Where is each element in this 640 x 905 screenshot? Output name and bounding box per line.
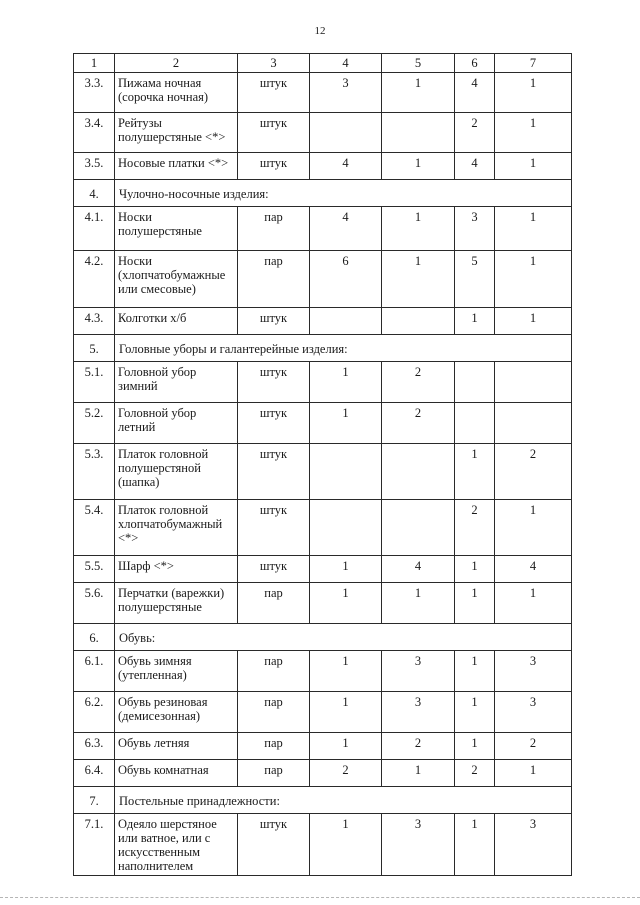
value-col-7: 2 bbox=[495, 733, 572, 760]
item-unit: пар bbox=[238, 760, 310, 787]
value-col-4: 6 bbox=[310, 251, 382, 308]
value-col-6: 1 bbox=[455, 651, 495, 692]
section-row bbox=[74, 335, 572, 362]
item-name: Головной убор зимний bbox=[115, 362, 238, 403]
item-number: 3.4. bbox=[74, 113, 115, 153]
section-row bbox=[74, 180, 572, 207]
value-col-5 bbox=[382, 308, 455, 335]
value-col-5: 1 bbox=[382, 583, 455, 624]
value-col-4: 1 bbox=[310, 556, 382, 583]
item-number: 3.5. bbox=[74, 153, 115, 180]
value-col-7: 1 bbox=[495, 73, 572, 113]
item-unit: штук bbox=[238, 153, 310, 180]
value-col-6: 2 bbox=[455, 113, 495, 153]
item-name: Обувь резиновая (демисезонная) bbox=[115, 692, 238, 733]
value-col-7 bbox=[495, 362, 572, 403]
item-unit: штук bbox=[238, 403, 310, 444]
item-number: 5.5. bbox=[74, 556, 115, 583]
item-number: 3.3. bbox=[74, 73, 115, 113]
item-name: Носовые платки <*> bbox=[115, 153, 238, 180]
item-number: 4.1. bbox=[74, 207, 115, 251]
header-cell: 7 bbox=[495, 54, 572, 73]
section-number: 7. bbox=[74, 787, 115, 814]
table-row bbox=[74, 556, 572, 583]
item-unit: штук bbox=[238, 444, 310, 500]
item-name: Обувь комнатная bbox=[115, 760, 238, 787]
item-number: 5.2. bbox=[74, 403, 115, 444]
item-name: Платок головной хлопчатобумажный <*> bbox=[115, 500, 238, 556]
item-number: 5.1. bbox=[74, 362, 115, 403]
item-unit: пар bbox=[238, 251, 310, 308]
value-col-4: 4 bbox=[310, 153, 382, 180]
table-row bbox=[74, 760, 572, 787]
header-cell: 6 bbox=[455, 54, 495, 73]
item-number: 5.3. bbox=[74, 444, 115, 500]
item-unit: пар bbox=[238, 692, 310, 733]
item-number: 4.2. bbox=[74, 251, 115, 308]
value-col-4 bbox=[310, 113, 382, 153]
value-col-6 bbox=[455, 362, 495, 403]
section-title: Чулочно-носочные изделия: bbox=[115, 180, 572, 207]
value-col-4: 3 bbox=[310, 73, 382, 113]
item-number: 4.3. bbox=[74, 308, 115, 335]
value-col-6: 2 bbox=[455, 760, 495, 787]
item-unit: пар bbox=[238, 651, 310, 692]
header-cell: 3 bbox=[238, 54, 310, 73]
section-title: Постельные принадлежности: bbox=[115, 787, 572, 814]
value-col-5: 3 bbox=[382, 814, 455, 876]
value-col-7: 1 bbox=[495, 500, 572, 556]
value-col-7: 1 bbox=[495, 308, 572, 335]
item-name: Головной убор летний bbox=[115, 403, 238, 444]
value-col-6: 3 bbox=[455, 207, 495, 251]
item-number: 6.1. bbox=[74, 651, 115, 692]
value-col-6: 1 bbox=[455, 444, 495, 500]
item-unit: штук bbox=[238, 814, 310, 876]
value-col-7: 4 bbox=[495, 556, 572, 583]
value-col-6: 4 bbox=[455, 153, 495, 180]
section-number: 4. bbox=[74, 180, 115, 207]
value-col-5: 1 bbox=[382, 73, 455, 113]
item-name: Обувь летняя bbox=[115, 733, 238, 760]
table-row bbox=[74, 500, 572, 556]
value-col-6: 1 bbox=[455, 733, 495, 760]
table-row bbox=[74, 251, 572, 308]
value-col-7: 2 bbox=[495, 444, 572, 500]
item-unit: штук bbox=[238, 308, 310, 335]
value-col-4: 1 bbox=[310, 651, 382, 692]
header-cell: 1 bbox=[74, 54, 115, 73]
item-number: 5.4. bbox=[74, 500, 115, 556]
value-col-5: 1 bbox=[382, 251, 455, 308]
supplies-table bbox=[73, 53, 572, 876]
item-unit: штук bbox=[238, 362, 310, 403]
item-name: Носки полушерстяные bbox=[115, 207, 238, 251]
table-row bbox=[74, 308, 572, 335]
table-row bbox=[74, 153, 572, 180]
table-row bbox=[74, 113, 572, 153]
section-title: Обувь: bbox=[115, 624, 572, 651]
table-row bbox=[74, 403, 572, 444]
value-col-4 bbox=[310, 444, 382, 500]
value-col-6: 1 bbox=[455, 814, 495, 876]
table-row bbox=[74, 362, 572, 403]
item-unit: пар bbox=[238, 583, 310, 624]
table-body bbox=[74, 54, 572, 876]
value-col-7: 1 bbox=[495, 251, 572, 308]
value-col-5: 2 bbox=[382, 733, 455, 760]
item-unit: штук bbox=[238, 73, 310, 113]
value-col-6 bbox=[455, 403, 495, 444]
value-col-5 bbox=[382, 113, 455, 153]
item-name: Перчатки (варежки) полушерстяные bbox=[115, 583, 238, 624]
item-unit: штук bbox=[238, 500, 310, 556]
value-col-7: 1 bbox=[495, 153, 572, 180]
item-name: Пижама ночная (сорочка ночная) bbox=[115, 73, 238, 113]
value-col-7: 3 bbox=[495, 692, 572, 733]
value-col-5: 4 bbox=[382, 556, 455, 583]
item-name: Колготки х/б bbox=[115, 308, 238, 335]
item-unit: штук bbox=[238, 556, 310, 583]
table-row bbox=[74, 692, 572, 733]
bottom-edge-rule bbox=[0, 897, 640, 898]
value-col-5: 1 bbox=[382, 153, 455, 180]
section-row bbox=[74, 787, 572, 814]
table-header-row bbox=[74, 54, 572, 73]
value-col-4: 2 bbox=[310, 760, 382, 787]
table-row bbox=[74, 207, 572, 251]
table-row bbox=[74, 73, 572, 113]
page-number: 12 bbox=[314, 25, 326, 37]
value-col-4: 4 bbox=[310, 207, 382, 251]
item-name: Шарф <*> bbox=[115, 556, 238, 583]
value-col-5 bbox=[382, 444, 455, 500]
value-col-6: 2 bbox=[455, 500, 495, 556]
value-col-4: 1 bbox=[310, 362, 382, 403]
table-row bbox=[74, 651, 572, 692]
item-unit: штук bbox=[238, 113, 310, 153]
value-col-5: 1 bbox=[382, 760, 455, 787]
value-col-6: 1 bbox=[455, 583, 495, 624]
section-number: 6. bbox=[74, 624, 115, 651]
value-col-4 bbox=[310, 308, 382, 335]
value-col-7: 3 bbox=[495, 814, 572, 876]
value-col-5 bbox=[382, 500, 455, 556]
value-col-5: 2 bbox=[382, 362, 455, 403]
section-number: 5. bbox=[74, 335, 115, 362]
value-col-6: 1 bbox=[455, 692, 495, 733]
value-col-7 bbox=[495, 403, 572, 444]
item-name: Одеяло шерстяное или ватное, или с искусственным наполнителем bbox=[115, 814, 238, 876]
section-row bbox=[74, 624, 572, 651]
table-row bbox=[74, 583, 572, 624]
item-unit: пар bbox=[238, 733, 310, 760]
value-col-5: 3 bbox=[382, 692, 455, 733]
value-col-4: 1 bbox=[310, 692, 382, 733]
value-col-4: 1 bbox=[310, 403, 382, 444]
table-row bbox=[74, 814, 572, 876]
value-col-7: 1 bbox=[495, 583, 572, 624]
value-col-6: 5 bbox=[455, 251, 495, 308]
header-cell: 5 bbox=[382, 54, 455, 73]
item-number: 7.1. bbox=[74, 814, 115, 876]
value-col-6: 1 bbox=[455, 556, 495, 583]
value-col-7: 1 bbox=[495, 207, 572, 251]
table-row bbox=[74, 733, 572, 760]
value-col-5: 3 bbox=[382, 651, 455, 692]
item-name: Носки (хлопчатобумажные или смесовые) bbox=[115, 251, 238, 308]
table-row bbox=[74, 444, 572, 500]
header-cell: 4 bbox=[310, 54, 382, 73]
value-col-7: 1 bbox=[495, 760, 572, 787]
header-cell: 2 bbox=[115, 54, 238, 73]
value-col-5: 1 bbox=[382, 207, 455, 251]
value-col-5: 2 bbox=[382, 403, 455, 444]
value-col-4: 1 bbox=[310, 814, 382, 876]
value-col-4: 1 bbox=[310, 583, 382, 624]
item-number: 5.6. bbox=[74, 583, 115, 624]
item-name: Обувь зимняя (утепленная) bbox=[115, 651, 238, 692]
value-col-7: 1 bbox=[495, 113, 572, 153]
item-unit: пар bbox=[238, 207, 310, 251]
value-col-4: 1 bbox=[310, 733, 382, 760]
item-number: 6.3. bbox=[74, 733, 115, 760]
section-title: Головные уборы и галантерейные изделия: bbox=[115, 335, 572, 362]
item-number: 6.2. bbox=[74, 692, 115, 733]
item-name: Платок головной полушерстяной (шапка) bbox=[115, 444, 238, 500]
value-col-4 bbox=[310, 500, 382, 556]
value-col-6: 4 bbox=[455, 73, 495, 113]
item-number: 6.4. bbox=[74, 760, 115, 787]
value-col-6: 1 bbox=[455, 308, 495, 335]
item-name: Рейтузы полушерстяные <*> bbox=[115, 113, 238, 153]
value-col-7: 3 bbox=[495, 651, 572, 692]
